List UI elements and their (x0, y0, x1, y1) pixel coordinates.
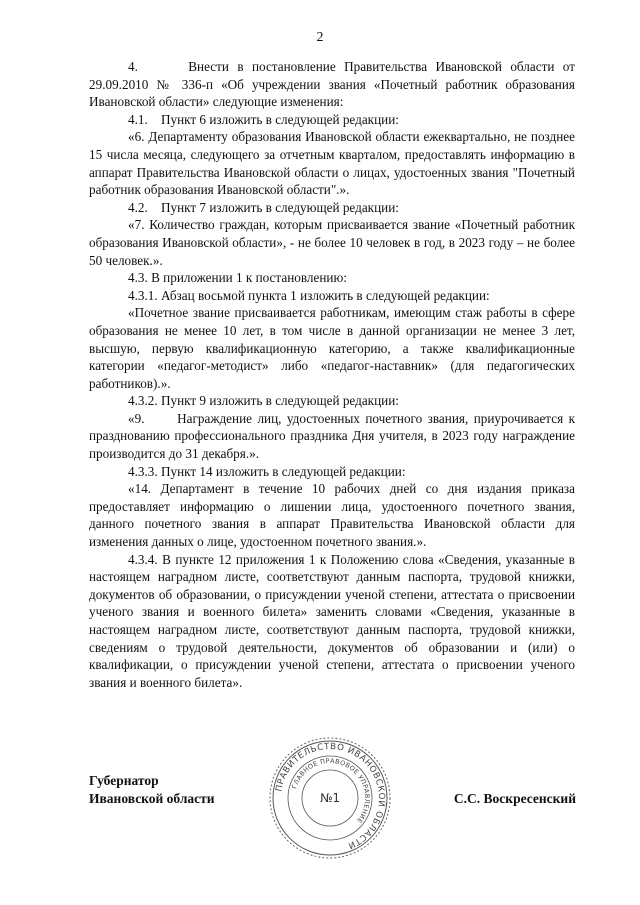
signatory-title-line1: Губернатор (89, 773, 159, 788)
paragraph: 4.3. В приложении 1 к постановлению: (128, 270, 347, 286)
paragraph: «14. Департамент в течение 10 рабочих дней со дня издания приказа предоставляет информацию о лишении лица, удостоенного почетного звания, данного почетного звания в аппарат Правительства Ивановской области для изменения данных о лице, удостоенном почетного звания.». (89, 481, 575, 550)
signatory-title-line2: Ивановской области (89, 791, 215, 806)
page-number: 2 (316, 30, 324, 45)
paragraph: «Почетное звание присваивается работникам, имеющим стаж работы в сфере образования не менее 10 лет, в том числе в данной организации не менее 3 лет, высшую, первую квалификационную категорию, а также квалификационные категории «педагог-методист» либо «педагог-наставник» (для педагогических работников).». (89, 305, 575, 391)
official-stamp (268, 736, 392, 860)
signatory-name: С.С. Воскресенский (453, 791, 576, 806)
paragraph: «7. Количество граждан, которым присваивается звание «Почетный работник образования Ивановской области», - не более 10 человек в год, в 2023 году – не более 50 человек.». (89, 217, 575, 268)
paragraph: 4.3.3. Пункт 14 изложить в следующей редакции: (128, 463, 406, 479)
paragraph: «6. Департаменту образования Ивановской области ежеквартально, не позднее 15 числа месяца, следующего за отчетным кварталом, предоставлять информацию в аппарат Правительства Ивановской области о лицах, удостоенных звания "Почетный работник образования Ивановской области".». (89, 129, 575, 198)
paragraph: «9. Награждение лиц, удостоенных почетного звания, приурочивается к празднованию профессионального праздника Дня учителя, в 2023 году награждение производится до 31 декабря.». (89, 410, 575, 462)
paragraph: 4.3.1. Абзац восьмой пункта 1 изложить в следующей редакции: (128, 287, 490, 303)
paragraph: 4. Внести в постановление Правительства Ивановской области от 29.09.2010 № 336-п «Об учреждении звания «Почетный работник образования Ивановской области» следующие изменения: (89, 59, 575, 110)
stamp-number: №1 (319, 791, 341, 805)
paragraph: 4.2. Пункт 7 изложить в следующей редакции: (128, 199, 399, 215)
paragraph: 4.1. Пункт 6 изложить в следующей редакции: (128, 111, 399, 127)
stamp-ring-text: ПРАВИТЕЛЬСТВО ИВАНОВСКОЙ ОБЛАСТИ (274, 741, 387, 851)
document-body (89, 58, 575, 691)
stamp-inner-text: ГЛАВНОЕ ПРАВОВОЕ УПРАВЛЕНИЕ (290, 756, 372, 825)
signatory-title (89, 772, 215, 808)
paragraph: 4.3.2. Пункт 9 изложить в следующей редакции: (128, 393, 399, 409)
paragraph: 4.3.4. В пункте 12 приложения 1 к Положению слова «Сведения, указанные в настоящем наградном листе, соответствуют данным паспорта, трудовой книжки, документов об образовании, о присуждении ученой степени, аттестата о присвоении ученого звания и военного билета» заменить словами «Сведения, указанные в настоящем наградном листе, соответствуют данным паспорта, трудовой книжки, сведениям о трудовой деятельности, документов об образовании и (или) о квалификации, о присуждении ученой степени, аттестата о присвоении ученого звания и военного билета». (89, 551, 575, 690)
